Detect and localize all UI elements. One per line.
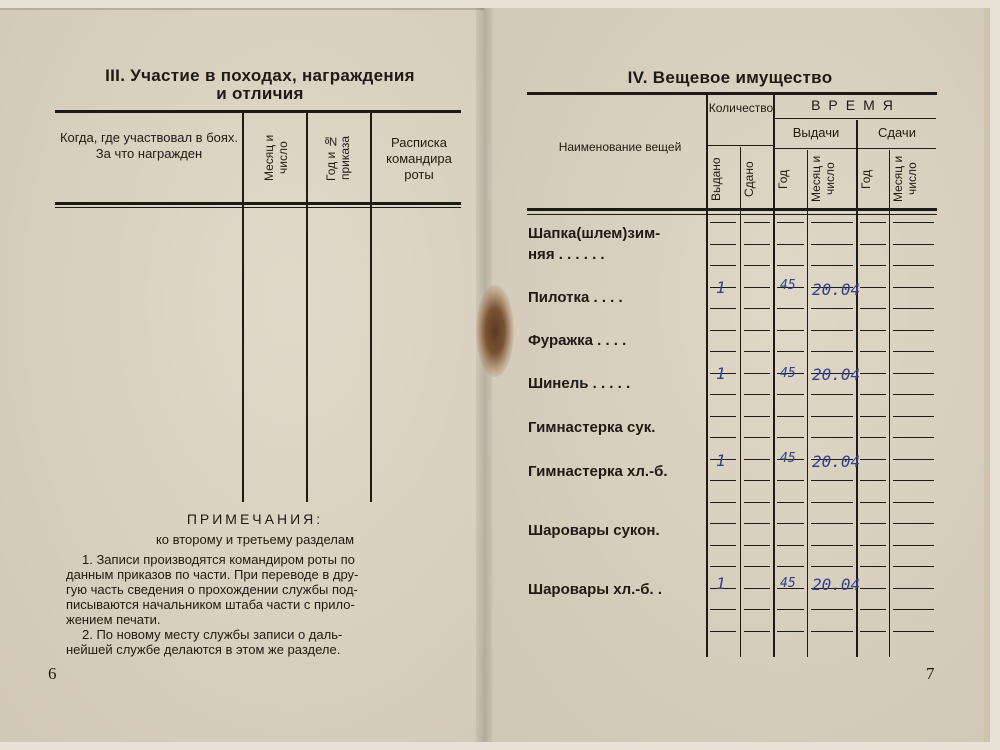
item-cotton-tunic: Гимнастерка хл.-б. <box>528 463 668 480</box>
row-rule <box>860 566 886 567</box>
row-rule <box>744 523 770 524</box>
col-issue-year-header: Год <box>776 169 790 189</box>
note2-line2: нейшей службе делаются в этом же разделе. <box>66 642 341 657</box>
item-furazhka: Фуражка . . . . <box>528 332 627 349</box>
time-subheader-rule <box>774 118 936 119</box>
row-rule <box>860 351 886 352</box>
row-rule <box>811 330 853 331</box>
item-wool-trousers: Шаровары сукон. <box>528 522 660 539</box>
entry-shinel-date: 20.04 <box>812 365 861 384</box>
row-rule <box>893 308 934 309</box>
item-winter-hat <box>528 223 660 265</box>
row-rule <box>811 502 853 503</box>
note1-line5: жением печати. <box>66 612 161 627</box>
item-pilotka: Пилотка . . . . <box>528 289 623 306</box>
entry-cotton-trousers-qty: 1 <box>716 574 726 593</box>
entry-shinel-qty: 1 <box>716 364 726 383</box>
page-number-right: 7 <box>926 664 935 683</box>
row-rule <box>893 502 934 503</box>
row-rule <box>893 287 934 288</box>
item-shinel: Шинель . . . . . <box>528 375 631 392</box>
row-rule <box>860 459 886 460</box>
row-rule <box>893 588 934 589</box>
row-rule <box>860 244 886 245</box>
left-table-header-rule <box>55 202 461 205</box>
right-col-divider-return-year <box>889 150 890 657</box>
page-number-left: 6 <box>48 664 57 683</box>
section-4-title: IV. Вещевое имущество <box>627 68 833 87</box>
row-rule <box>777 308 804 309</box>
row-rule <box>744 222 770 223</box>
row-rule <box>710 244 736 245</box>
row-rule <box>744 502 770 503</box>
row-rule <box>777 437 804 438</box>
note1-line3: гую часть сведения о прохождении службы под- <box>66 582 358 597</box>
col-return-header: Сдачи <box>878 125 916 140</box>
col-qty-issued-header: Выдано <box>709 157 723 201</box>
row-rule <box>811 523 853 524</box>
row-rule <box>710 566 736 567</box>
row-rule <box>710 609 736 610</box>
entry-pilotka-year: 45 <box>780 278 796 293</box>
row-rule <box>860 265 886 266</box>
row-rule <box>893 244 934 245</box>
item-cotton-trousers: Шаровары хл.-б. . <box>528 581 663 598</box>
row-rule <box>777 416 804 417</box>
row-rule <box>811 416 853 417</box>
entry-pilotka-date: 20.04 <box>812 280 861 299</box>
col-issue-date-header: Месяц и число <box>809 155 837 203</box>
entry-cotton-tunic-date: 20.04 <box>812 452 861 471</box>
item-winter-hat-line2: няя . . . . . . <box>528 246 605 263</box>
note1-line4: писываются начальником штаба части с прило- <box>66 597 355 612</box>
row-rule <box>710 502 736 503</box>
row-rule <box>777 502 804 503</box>
right-table-header-rule <box>527 208 937 211</box>
row-rule <box>710 330 736 331</box>
row-rule <box>860 523 886 524</box>
row-rule <box>744 566 770 567</box>
notes-body <box>66 552 466 657</box>
col-return-year-header: Год <box>859 169 873 189</box>
row-rule <box>893 609 934 610</box>
row-rule <box>744 545 770 546</box>
row-rule <box>744 437 770 438</box>
row-rule <box>710 631 736 632</box>
item-wool-tunic: Гимнастерка сук. <box>528 419 656 436</box>
col-qty-returned-header: Сдано <box>742 161 756 197</box>
note1-line1: 1. Записи производятся командиром роты по <box>82 552 355 567</box>
row-rule <box>744 287 770 288</box>
row-rule <box>777 222 804 223</box>
row-rule <box>893 480 934 481</box>
col-time-header: ВРЕМЯ <box>811 97 901 113</box>
row-rule <box>811 545 853 546</box>
row-rule <box>744 330 770 331</box>
row-rule <box>893 416 934 417</box>
row-rule <box>860 373 886 374</box>
row-rule <box>744 308 770 309</box>
row-rule <box>744 609 770 610</box>
row-rule <box>893 545 934 546</box>
row-rule <box>710 545 736 546</box>
row-rule <box>860 609 886 610</box>
left-col1-header: Когда, где участвовал в боях. За что награжден <box>59 130 239 161</box>
row-rule <box>893 437 934 438</box>
left-table-top-rule <box>55 110 461 113</box>
staple-rust-mark <box>476 285 514 377</box>
row-rule <box>710 222 736 223</box>
row-rule <box>811 351 853 352</box>
row-rule <box>777 351 804 352</box>
row-rule <box>744 265 770 266</box>
row-rule <box>811 631 853 632</box>
row-rule <box>893 459 934 460</box>
notes-subtitle: ко второму и третьему разделам <box>155 532 355 547</box>
row-rule <box>893 394 934 395</box>
row-rule <box>893 265 934 266</box>
row-rule <box>710 523 736 524</box>
row-rule <box>860 480 886 481</box>
row-rule <box>893 523 934 524</box>
left-col3-header: Год и № приказа <box>324 134 352 182</box>
row-rule <box>777 631 804 632</box>
row-rule <box>811 394 853 395</box>
row-rule <box>811 480 853 481</box>
right-col-divider-time <box>773 95 775 657</box>
col-name-header: Наименование вещей <box>558 140 682 154</box>
row-rule <box>744 373 770 374</box>
row-rule <box>860 330 886 331</box>
row-rule <box>710 416 736 417</box>
row-rule <box>893 566 934 567</box>
row-rule <box>777 609 804 610</box>
row-rule <box>710 394 736 395</box>
entry-cotton-trousers-date: 20.04 <box>812 575 861 594</box>
section-3-title-line2: и отличия <box>216 84 304 103</box>
row-rule <box>893 351 934 352</box>
row-rule <box>860 631 886 632</box>
row-rule <box>893 631 934 632</box>
row-rule <box>811 222 853 223</box>
section-3-title <box>50 66 470 104</box>
row-rule <box>744 459 770 460</box>
issue-return-subheader-rule <box>774 148 936 149</box>
left-table-header-rule-thin <box>55 207 461 208</box>
row-rule <box>744 631 770 632</box>
entry-shinel-year: 45 <box>780 366 796 381</box>
row-rule <box>710 480 736 481</box>
row-rule <box>893 330 934 331</box>
left-col-divider-3 <box>370 112 372 502</box>
row-rule <box>777 545 804 546</box>
entry-cotton-tunic-qty: 1 <box>716 451 726 470</box>
row-rule <box>860 287 886 288</box>
section-3-title-line1: III. Участие в походах, награждения <box>105 66 415 85</box>
row-rule <box>710 308 736 309</box>
right-table-header-rule-thin <box>527 214 937 215</box>
entry-pilotka-qty: 1 <box>716 278 726 297</box>
row-rule <box>777 480 804 481</box>
col-return-date-header: Месяц и число <box>891 155 919 203</box>
row-rule <box>744 480 770 481</box>
notes-title: ПРИМЕЧАНИЯ: <box>186 511 324 527</box>
qty-subheader-rule <box>708 145 774 146</box>
col-issue-header: Выдачи <box>792 125 840 140</box>
row-rule <box>893 222 934 223</box>
note1-line2: данным приказов по части. При переводе в дру- <box>66 567 359 582</box>
row-rule <box>860 308 886 309</box>
row-rule <box>860 222 886 223</box>
row-rule <box>744 351 770 352</box>
right-col-divider-name <box>706 95 708 657</box>
right-table-top-rule <box>527 92 937 95</box>
row-rule <box>811 308 853 309</box>
note2-line1: 2. По новому месту службы записи о даль- <box>82 627 343 642</box>
row-rule <box>811 265 853 266</box>
left-col2-header: Месяц и число <box>262 134 290 182</box>
row-rule <box>811 609 853 610</box>
row-rule <box>811 437 853 438</box>
row-rule <box>777 265 804 266</box>
row-rule <box>777 566 804 567</box>
row-rule <box>893 373 934 374</box>
entry-cotton-tunic-year: 45 <box>780 451 796 466</box>
left-col4-header: Расписка командира роты <box>386 135 452 182</box>
item-winter-hat-line1: Шапка(шлем)зим- <box>528 225 661 242</box>
left-col-divider-2 <box>306 112 308 502</box>
row-rule <box>710 265 736 266</box>
row-rule <box>777 244 804 245</box>
row-rule <box>710 437 736 438</box>
row-rule <box>710 351 736 352</box>
col-qty-header: Количество <box>708 101 774 115</box>
row-rule <box>860 588 886 589</box>
row-rule <box>744 394 770 395</box>
row-rule <box>811 244 853 245</box>
row-rule <box>777 523 804 524</box>
row-rule <box>744 416 770 417</box>
row-rule <box>744 244 770 245</box>
row-rule <box>811 566 853 567</box>
row-rule <box>860 416 886 417</box>
row-rule <box>860 545 886 546</box>
row-rule <box>777 330 804 331</box>
right-col-divider-issue-year <box>807 150 808 657</box>
row-rule <box>860 394 886 395</box>
entry-cotton-trousers-year: 45 <box>780 576 796 591</box>
row-rule <box>860 502 886 503</box>
row-rule <box>860 437 886 438</box>
row-rule <box>777 394 804 395</box>
right-col-divider-qty <box>740 147 741 657</box>
row-rule <box>744 588 770 589</box>
left-col-divider-1 <box>242 112 244 502</box>
